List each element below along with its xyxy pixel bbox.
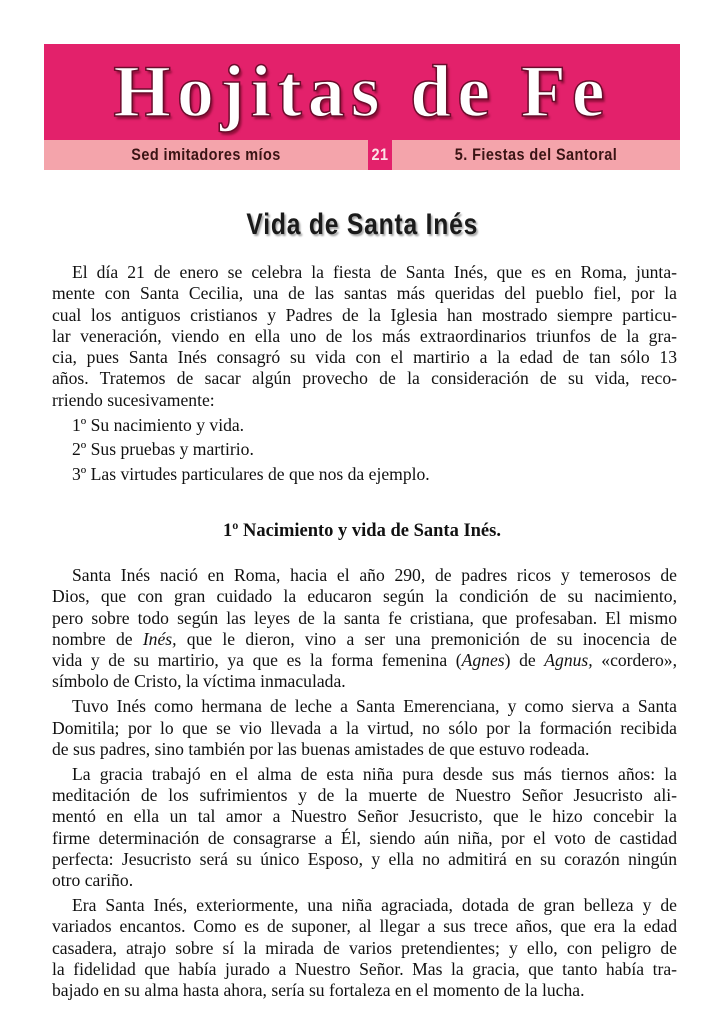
text-line: La gracia trabajó en el alma de esta niña pura desde sus más tiernos años: la	[72, 763, 677, 784]
text-line: cia, pues Santa Inés consagró su vida con el martirio a la edad de tan sólo 13	[52, 347, 677, 368]
text-run: vida y de su martirio, ya que es la forma femenina (	[52, 650, 462, 671]
paragraph	[52, 696, 677, 760]
text-line: Tuvo Inés como hermana de leche a Santa Emerenciana, y como sierva a Santa	[72, 696, 677, 717]
masthead-band	[44, 44, 680, 140]
text-line: la fidelidad que había jurado a Nuestro Señor. Mas la gracia, que tanto había tra-	[52, 958, 677, 979]
text-line	[52, 650, 677, 671]
list-item: 1º Su nacimiento y vida.	[72, 414, 245, 435]
series-label: Sed imitadores míos	[131, 145, 281, 164]
text-line: casadera, atrajo sobre sí la mirada de varios pretendientes; y ello, con peligro de	[52, 937, 677, 958]
text-line: de sus padres, sino también por las buenas amistades de que estuvo rodeada.	[52, 738, 590, 759]
text-line: perfecta: Jesucristo será su único Esposo, y ella no admitirá en su corazón ningún	[52, 848, 677, 869]
text-line: meditación de los sufrimientos y de la muerte de Nuestro Señor Jesucristo ali-	[52, 784, 677, 805]
issue-number-box	[368, 140, 392, 170]
list-item: 2º Sus pruebas y martirio.	[72, 439, 254, 460]
text-run: que le dieron, vino a ser una premonición de su inocencia de	[176, 628, 677, 649]
article-title-text: Vida de Santa Inés	[246, 208, 478, 241]
text-line: El día 21 de enero se celebra la fiesta de Santa Inés, que es en Roma, junta-	[72, 262, 677, 282]
series-box	[44, 140, 368, 170]
text-line: Dios, que con gran cuidado la educaron según la condición de su nacimiento,	[52, 586, 677, 607]
text-line: Domitila; por lo que se vio llevada a la virtud, no sólo por la formación recibida	[52, 717, 677, 738]
text-run: ) de	[504, 650, 545, 671]
text-line: firme determinación de consagrarse a Él, siendo aún niña, por el voto de castidad	[52, 827, 677, 848]
publication-title: Hojitas de Fe	[113, 51, 611, 133]
paragraph	[52, 565, 677, 693]
text-line: mentó en ella un tal amor a Nuestro Señor Jesucristo, que le hizo concebir la	[52, 806, 677, 827]
paragraph	[52, 895, 677, 1001]
text-line: bajado en su alma hasta ahora, sería su fortaleza en el momento de la lucha.	[52, 980, 585, 1001]
issue-number: 21	[371, 145, 389, 164]
paragraph	[52, 764, 677, 892]
italic-term: Agnes	[461, 650, 505, 671]
list-item: 3º Las virtudes particulares de que nos da ejemplo.	[72, 464, 430, 485]
text-line: otro cariño.	[52, 870, 134, 891]
italic-term: Inés,	[142, 628, 177, 649]
paragraph	[52, 262, 677, 411]
body-section	[52, 565, 677, 1005]
section-label: 5. Fiestas del Santoral	[454, 145, 618, 164]
intro-section	[52, 262, 677, 489]
text-line: variados encantos. Como es de suponer, al llegar a sus trece años, que era la edad	[52, 916, 677, 937]
text-line: rriendo sucesivamente:	[52, 389, 215, 410]
text-line: pero sobre todo según las leyes de la santa fe cristiana, que profesaban. El mismo	[52, 607, 677, 628]
italic-term: Agnus,	[544, 650, 593, 671]
masthead	[44, 44, 680, 170]
text-line: símbolo de Cristo, la víctima inmaculada.	[52, 671, 346, 692]
text-line: años. Tratemos de sacar algún provecho de la consideración de su vida, reco-	[52, 368, 677, 389]
section-heading: 1º Nacimiento y vida de Santa Inés.	[223, 521, 501, 541]
text-line: cual los antiguos cristianos y Padres de la Iglesia han mostrado siempre particu-	[52, 304, 677, 325]
text-run: nombre de	[52, 628, 143, 649]
article-title	[0, 208, 724, 242]
text-line: Santa Inés nació en Roma, hacia el año 290, de padres ricos y temerosos de	[72, 565, 677, 585]
section-box	[392, 140, 680, 170]
text-line: mente con Santa Cecilia, una de las santas más queridas del pueblo fiel, por la	[52, 283, 677, 304]
text-line: Era Santa Inés, exteriormente, una niña agraciada, dotada de gran belleza y de	[72, 894, 677, 915]
text-line: lar veneración, viendo en ella uno de los más extraordinarios triunfos de la gra-	[52, 325, 677, 346]
text-line	[52, 629, 677, 650]
text-run: «cordero»,	[592, 650, 677, 671]
